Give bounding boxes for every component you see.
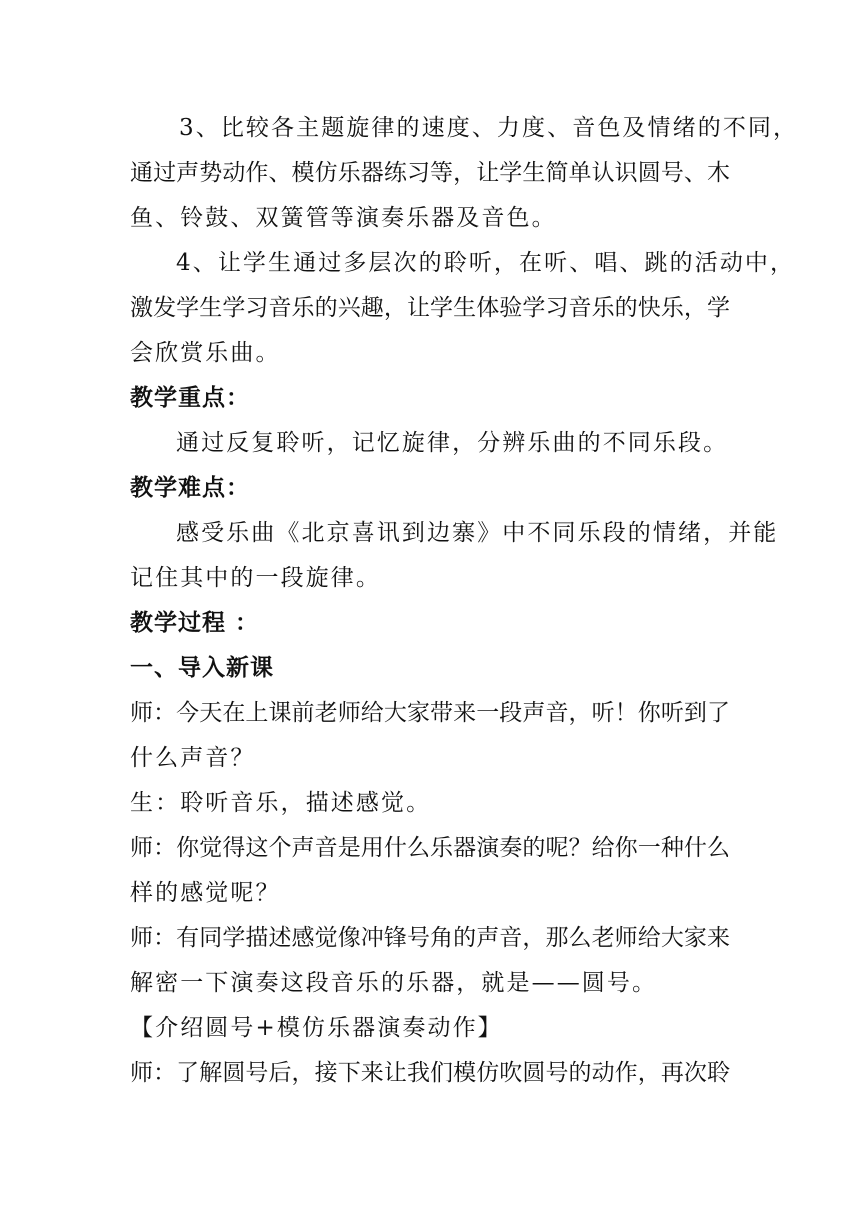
document-body [130,106,799,1096]
difficulties-heading: 教学难点： [130,475,250,501]
teacher-2-line-1: 师：你觉得这个声音是用什么乐器演奏的呢？给你一种什么 [130,835,730,861]
objective-4-line-3: 会欣赏乐曲。 [130,340,281,366]
student-1-line: 生：聆听音乐，描述感觉。 [130,790,432,816]
teacher-4-line-1: 师：了解圆号后，接下来让我们模仿吹圆号的动作，再次聆 [130,1060,730,1086]
objective-3-line-2: 通过声势动作、模仿乐器练习等，让学生简单认识圆号、木 [130,160,730,186]
section-1-title: 一、导入新课 [130,655,274,681]
objective-3-line-1: 3、比较各主题旋律的速度、力度、音色及情绪的不同， [179,115,799,141]
objective-4-line-2: 激发学生学习音乐的兴趣，让学生体验学习音乐的快乐，学 [130,295,730,321]
difficulties-line-1: 感受乐曲《北京喜讯到边寨》中不同乐段的情绪，并能 [176,520,779,546]
key-points-text: 通过反复聆听，记忆旋律，分辨乐曲的不同乐段。 [176,430,729,456]
objective-3-line-3: 鱼、铃鼓、双簧管等演奏乐器及音色。 [130,205,557,231]
difficulties-line-2: 记住其中的一段旋律。 [130,565,381,591]
teacher-1-line-2: 什么声音？ [130,745,256,771]
teacher-3-line-2: 解密一下演奏这段音乐的乐器，就是——圆号。 [130,970,658,996]
teacher-1-line-1: 师：今天在上课前老师给大家带来一段声音，听！你听到了 [130,700,730,726]
teacher-2-line-2: 样的感觉呢？ [130,880,281,906]
objective-4-line-1: 4、让学生通过多层次的聆听，在听、唱、跳的活动中， [176,250,796,276]
teacher-3-line-1: 师：有同学描述感觉像冲锋号角的声音，那么老师给大家来 [130,925,730,951]
key-points-heading: 教学重点： [130,385,250,411]
activity-1-line: 【介绍圆号+模仿乐器演奏动作】 [130,1015,503,1041]
process-heading: 教学过程 ： [130,610,260,636]
